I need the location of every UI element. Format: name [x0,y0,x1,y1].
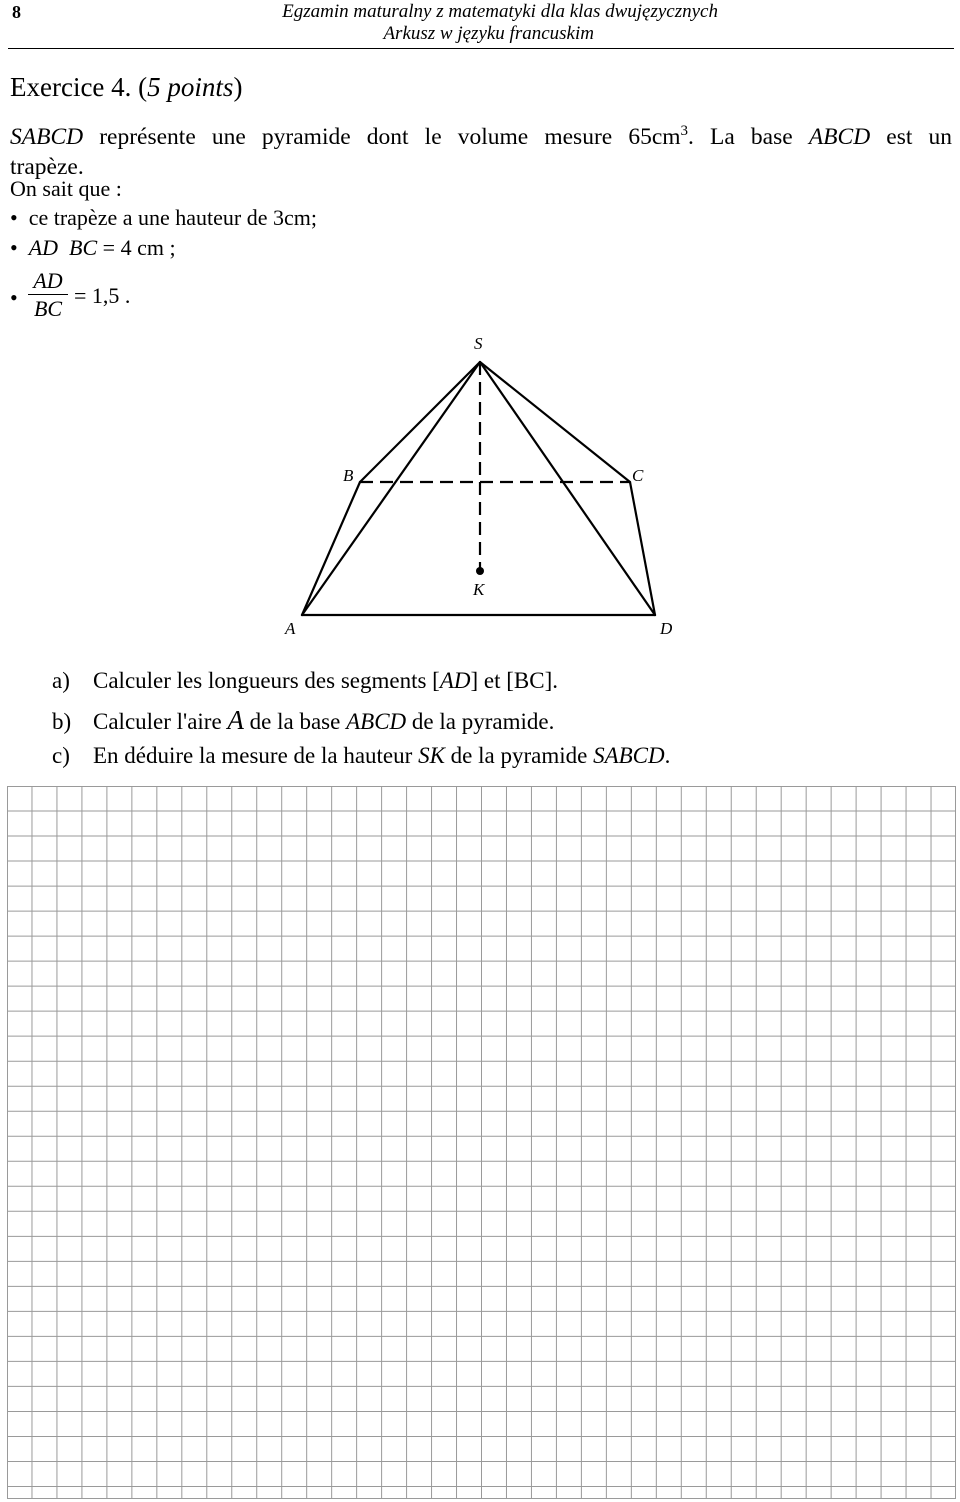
ratio-denominator: BC [33,296,63,321]
label-s: S [474,334,483,353]
question-b [52,705,554,736]
base-name: ABCD [808,123,871,150]
intro-text-2: . La base [688,123,809,150]
label-a: A [285,619,296,638]
point-k [476,567,484,575]
intro-text: représente une pyramide dont le volume mesure 65cm [83,123,681,150]
answer-grid[interactable] [7,786,956,1499]
ratio-numerator: AD [28,268,68,295]
question-text: Calculer les longueurs des segments [ [93,668,440,693]
ratio-value: = 1,5 . [74,283,131,308]
pyramid-figure [0,320,960,650]
segment-ad: AD [28,235,59,260]
bullet-height-text: ce trapèze a une hauteur de 3cm; [28,205,317,230]
question-text-mid: de la base [243,709,347,734]
exercise-title-prefix: Exercice 4. ( [10,72,148,102]
header-exam-title: Egzamin maturalny z matematyki dla klas dwujęzycznych [282,1,718,22]
known-facts-label: On sait que : [10,176,122,201]
exercise-points: 5 points [147,72,234,102]
question-italic: AD [439,668,471,693]
question-text-mid: de la pyramide [444,743,594,768]
label-d: D [660,619,673,638]
segment-bc: BC [69,235,98,260]
question-text-end: . [664,743,671,768]
bullet-dot: • [10,235,18,260]
page-number: 8 [12,2,21,22]
bullet-ratio-dot: • [10,285,18,310]
question-italic: ABCD [346,709,407,734]
question-text: Calculer l'aire [93,709,228,734]
area-symbol: A [227,705,244,735]
intro-line-1 [10,116,952,152]
exercise-title-suffix: ) [233,72,243,102]
edge-sd [480,362,655,615]
question-a [52,668,558,694]
label-c: C [632,466,644,485]
intro-text-3: est un [870,123,953,150]
edge-sb [360,362,480,482]
edge-ab [302,482,360,615]
label-b: B [343,466,354,485]
volume-exponent: 3 [680,123,689,139]
question-text-end: ] et [BC]. [470,668,559,693]
bullet-dot: • [10,205,18,230]
header-divider [8,48,954,49]
question-label: a) [52,668,70,693]
ratio-fraction [28,268,68,323]
question-text: En déduire la mesure de la hauteur [93,743,419,768]
intro-line-2: trapèze. [10,153,84,180]
bullet-height [10,205,317,231]
header-sheet-language: Arkusz w języku francuskim [383,23,594,44]
edge-sc [480,362,630,482]
bullet-difference-value: = 4 cm ; [102,235,176,260]
exercise-title [10,72,242,103]
question-italic: SK [418,743,445,768]
question-text-end: de la pyramide. [406,709,555,734]
exercise-intro [10,116,952,182]
question-label: b) [52,709,72,734]
pyramid-name: SABCD [10,123,84,150]
edge-sa [302,362,480,615]
question-c [52,743,670,769]
label-k: K [473,580,485,599]
question-label: c) [52,743,70,768]
bullet-difference [10,235,176,261]
question-italic-2: SABCD [593,743,665,768]
